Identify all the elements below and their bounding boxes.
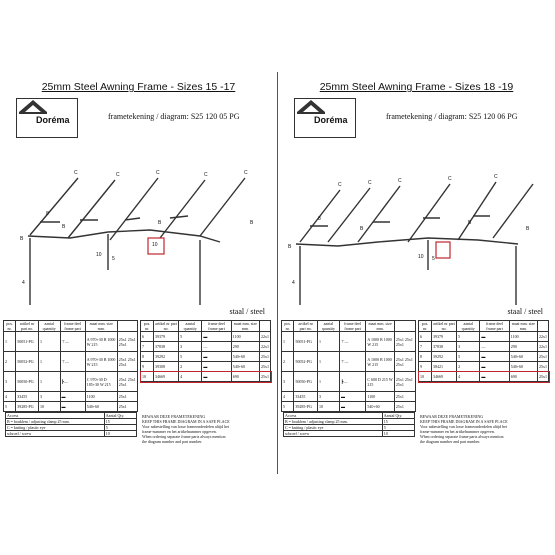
svg-text:C: C (156, 170, 160, 176)
material-label: staal / steel (229, 307, 265, 316)
tube-part-icon: ▬ (339, 392, 365, 402)
notice-text: BEWAAR DEZE FRAMETEKENING KEEP THIS FRAME DIAGRAM IN A SAFE PLACE Voor nabestelling van losse frameonderdelen altijd het frame-nummer en het artikelnummer opgeven. When ordering separate frame parts always mention the diagram number and part number. (420, 414, 508, 444)
parts-table-right: pos. nr. artikel nr part no. aantal quantity frame deel frame part maat mm. size mm. 6 39379 5 ▬ 1100 22x1 7 37838 3 — 290 22x1 8 39292 5 ▬ 540+60 25x1 9 38421 2 ▬ 540+60 25x1 10 34669 4 ▬ 690 25x1 (418, 320, 549, 382)
fixings-table: Access Aantal Qty. B = bouklem / adjusting clamp 25 mm. 15 C = kniting / plastic eye 5 schroef / screw 10 (283, 412, 415, 437)
table-row: 6 39379 5 ▬ 1100 22x1 (419, 332, 549, 342)
tube-part-icon: ▬ (480, 332, 509, 342)
frame-drawing (278, 160, 555, 308)
material-label: staal / steel (507, 307, 543, 316)
table-row: 3 50050-PG 1 ┣— C 970+30 D 185+30 W 215 25x1 25x1 25x1 (4, 372, 138, 392)
svg-text:B: B (468, 220, 472, 226)
tube-part-icon: ┣— (339, 372, 365, 392)
table-row: 5 39285-PG 10 ▬ 540+60 25x1 (282, 402, 416, 412)
brand-name: Doréma (36, 115, 70, 125)
svg-text:10: 10 (96, 252, 102, 258)
table-row: 5 39285-PG 10 ▬ 540+60 25x1 (4, 402, 138, 412)
sheet-title: 25mm Steel Awning Frame - Sizes 18 -19 (319, 81, 514, 93)
svg-text:C: C (338, 182, 342, 188)
parts-table-left (3, 320, 138, 412)
table-row: 4 33455 3 ▬ 1100 25x1 (4, 392, 138, 402)
col-size: maat mm. size mm. (85, 321, 117, 332)
svg-text:B: B (20, 236, 24, 242)
svg-text:B: B (360, 226, 364, 232)
table-row: 4 33455 3 ▬ 1100 25x1 (282, 392, 416, 402)
table-row: 1 50051-PG 1 ⊤— A 970+30 B 1000 W 215 25x1 25x1 25x1 (4, 332, 138, 352)
svg-text:C: C (368, 180, 372, 186)
tube-part-icon: ⊤— (60, 352, 85, 372)
parts-table-right: pos. nr. artikel nr part no. aantal quantity frame deel frame part maat mm. size mm. 6 39379 5 ▬ 1100 22x1 7 37838 3 — 290 22x1 8 39292 5 ▬ 540+60 25x1 9 39308 2 ▬ 540+60 25x1 10 34669 4 ▬ 690 25x1 (140, 320, 271, 382)
svg-text:C: C (74, 170, 78, 176)
svg-text:C: C (116, 172, 120, 178)
col-qty: aantal quantity (38, 321, 60, 332)
table-row: 3 50050-PG 1 ┣— C 600 D 215 W 215 25x1 25x1 25x1 (282, 372, 416, 392)
frame-drawing (0, 160, 277, 308)
tube-part-icon: ⊤— (60, 332, 85, 352)
tube-part-icon: ⊤— (339, 332, 365, 352)
tube-part-icon: ▬ (60, 392, 85, 402)
svg-text:8: 8 (46, 211, 49, 217)
tube-part-icon: ⊤— (339, 352, 365, 372)
table-row-highlighted: 10 34669 4 ▬ 690 25x1 (419, 372, 549, 382)
svg-text:8: 8 (318, 216, 321, 222)
diagram-label: frametekening / diagram: S25 120 05 PG (108, 112, 240, 121)
svg-text:C: C (398, 178, 402, 184)
table-row: 6 39379 5 ▬ 1100 22x1 (141, 332, 271, 342)
svg-text:10: 10 (152, 242, 158, 248)
table-row: 2 50052-PG 1 ⊤— A 1000 B 1000 W 215 25x1 25x1 25x1 (282, 352, 416, 372)
tube-part-icon: ▬ (202, 352, 231, 362)
table-row: 7 37838 3 — 290 22x1 (141, 342, 271, 352)
table-row: 8 39292 5 ▬ 540+60 25x1 (141, 352, 271, 362)
table-row: 9 38421 2 ▬ 540+60 25x1 (419, 362, 549, 372)
svg-text:5: 5 (112, 256, 115, 262)
tube-part-icon: ▬ (480, 372, 509, 382)
svg-text:4: 4 (22, 280, 25, 286)
svg-text:4: 4 (292, 280, 295, 286)
diagram-sheet-right (278, 0, 555, 555)
col-part: artikel nr part no. (16, 321, 39, 332)
parts-table-left: pos. nr. artikel nr part no. aantal quantity frame deel frame part maat mm. size mm. 1 50051-PG 1 ⊤— A 1000 B 1000 W 215 25x1 25x1 25x1 2 50052-PG 1 ⊤— A 1000 B 1000 W 215 25x1 25x1 25x1 3 50050-PG 1 ┣— C 600 D 215 W 215 25x1 25x1 25x1 4 33455 3 ▬ 1100 25x1 5 39285-PG 10 ▬ 540+60 25x1 (281, 320, 416, 412)
brand-logo (16, 98, 78, 138)
tube-part-icon: ▬ (202, 372, 231, 382)
tube-part-icon: ▬ (339, 402, 365, 412)
table-row: 2 50052-PG 1 ⊤— A 970+30 B 1000 W 215 25x1 25x1 25x1 (4, 352, 138, 372)
svg-text:B: B (250, 220, 254, 226)
table-row: 9 39308 2 ▬ 540+60 25x1 (141, 362, 271, 372)
tube-part-icon: ▬ (480, 362, 509, 372)
table-row-highlighted: 10 34669 4 ▬ 690 25x1 (141, 372, 271, 382)
svg-text:B: B (62, 224, 66, 230)
svg-text:B: B (158, 220, 162, 226)
tube-part-icon: — (202, 342, 231, 352)
svg-text:C: C (244, 170, 248, 176)
tube-part-icon: ▬ (60, 402, 85, 412)
diagram-label: frametekening / diagram: S25 120 06 PG (386, 112, 518, 121)
sheet-title: 25mm Steel Awning Frame - Sizes 15 -17 (41, 81, 236, 93)
table-row: 1 50051-PG 1 ⊤— A 1000 B 1000 W 215 25x1 25x1 25x1 (282, 332, 416, 352)
tube-part-icon: ▬ (480, 352, 509, 362)
svg-text:B: B (526, 226, 530, 232)
table-row: 7 37838 3 — 290 22x1 (419, 342, 549, 352)
tube-part-icon: ▬ (202, 362, 231, 372)
tube-part-icon: ▬ (202, 332, 231, 342)
col-pos: pos. nr. (4, 321, 16, 332)
tube-part-icon: ┣— (60, 372, 85, 392)
svg-text:10: 10 (418, 254, 424, 260)
svg-text:C: C (494, 174, 498, 180)
brand-logo (294, 98, 356, 138)
tube-part-icon: — (480, 342, 509, 352)
brand-name: Doréma (314, 115, 348, 125)
svg-text:C: C (448, 176, 452, 182)
svg-text:C: C (204, 172, 208, 178)
svg-text:5: 5 (432, 256, 435, 262)
diagram-sheet-left (0, 0, 277, 555)
col-frame-part: frame deel frame part (60, 321, 85, 332)
notice-text: BEWAAR DEZE FRAMETEKENING KEEP THIS FRAME DIAGRAM IN A SAFE PLACE Voor nabestelling van losse frameonderdelen altijd het frame-nummer en het artikelnummer opgeven. When ordering separate frame parts always mention the diagram number and part number. (142, 414, 230, 444)
svg-text:B: B (288, 244, 292, 250)
fixings-table: Access Aantal Qty. B = bouklem / adjusting clamp 25 mm. 15 C = kniting / plastic eye 5 schroef / screw 10 (5, 412, 137, 437)
table-row: 8 39292 5 ▬ 540+60 25x1 (419, 352, 549, 362)
